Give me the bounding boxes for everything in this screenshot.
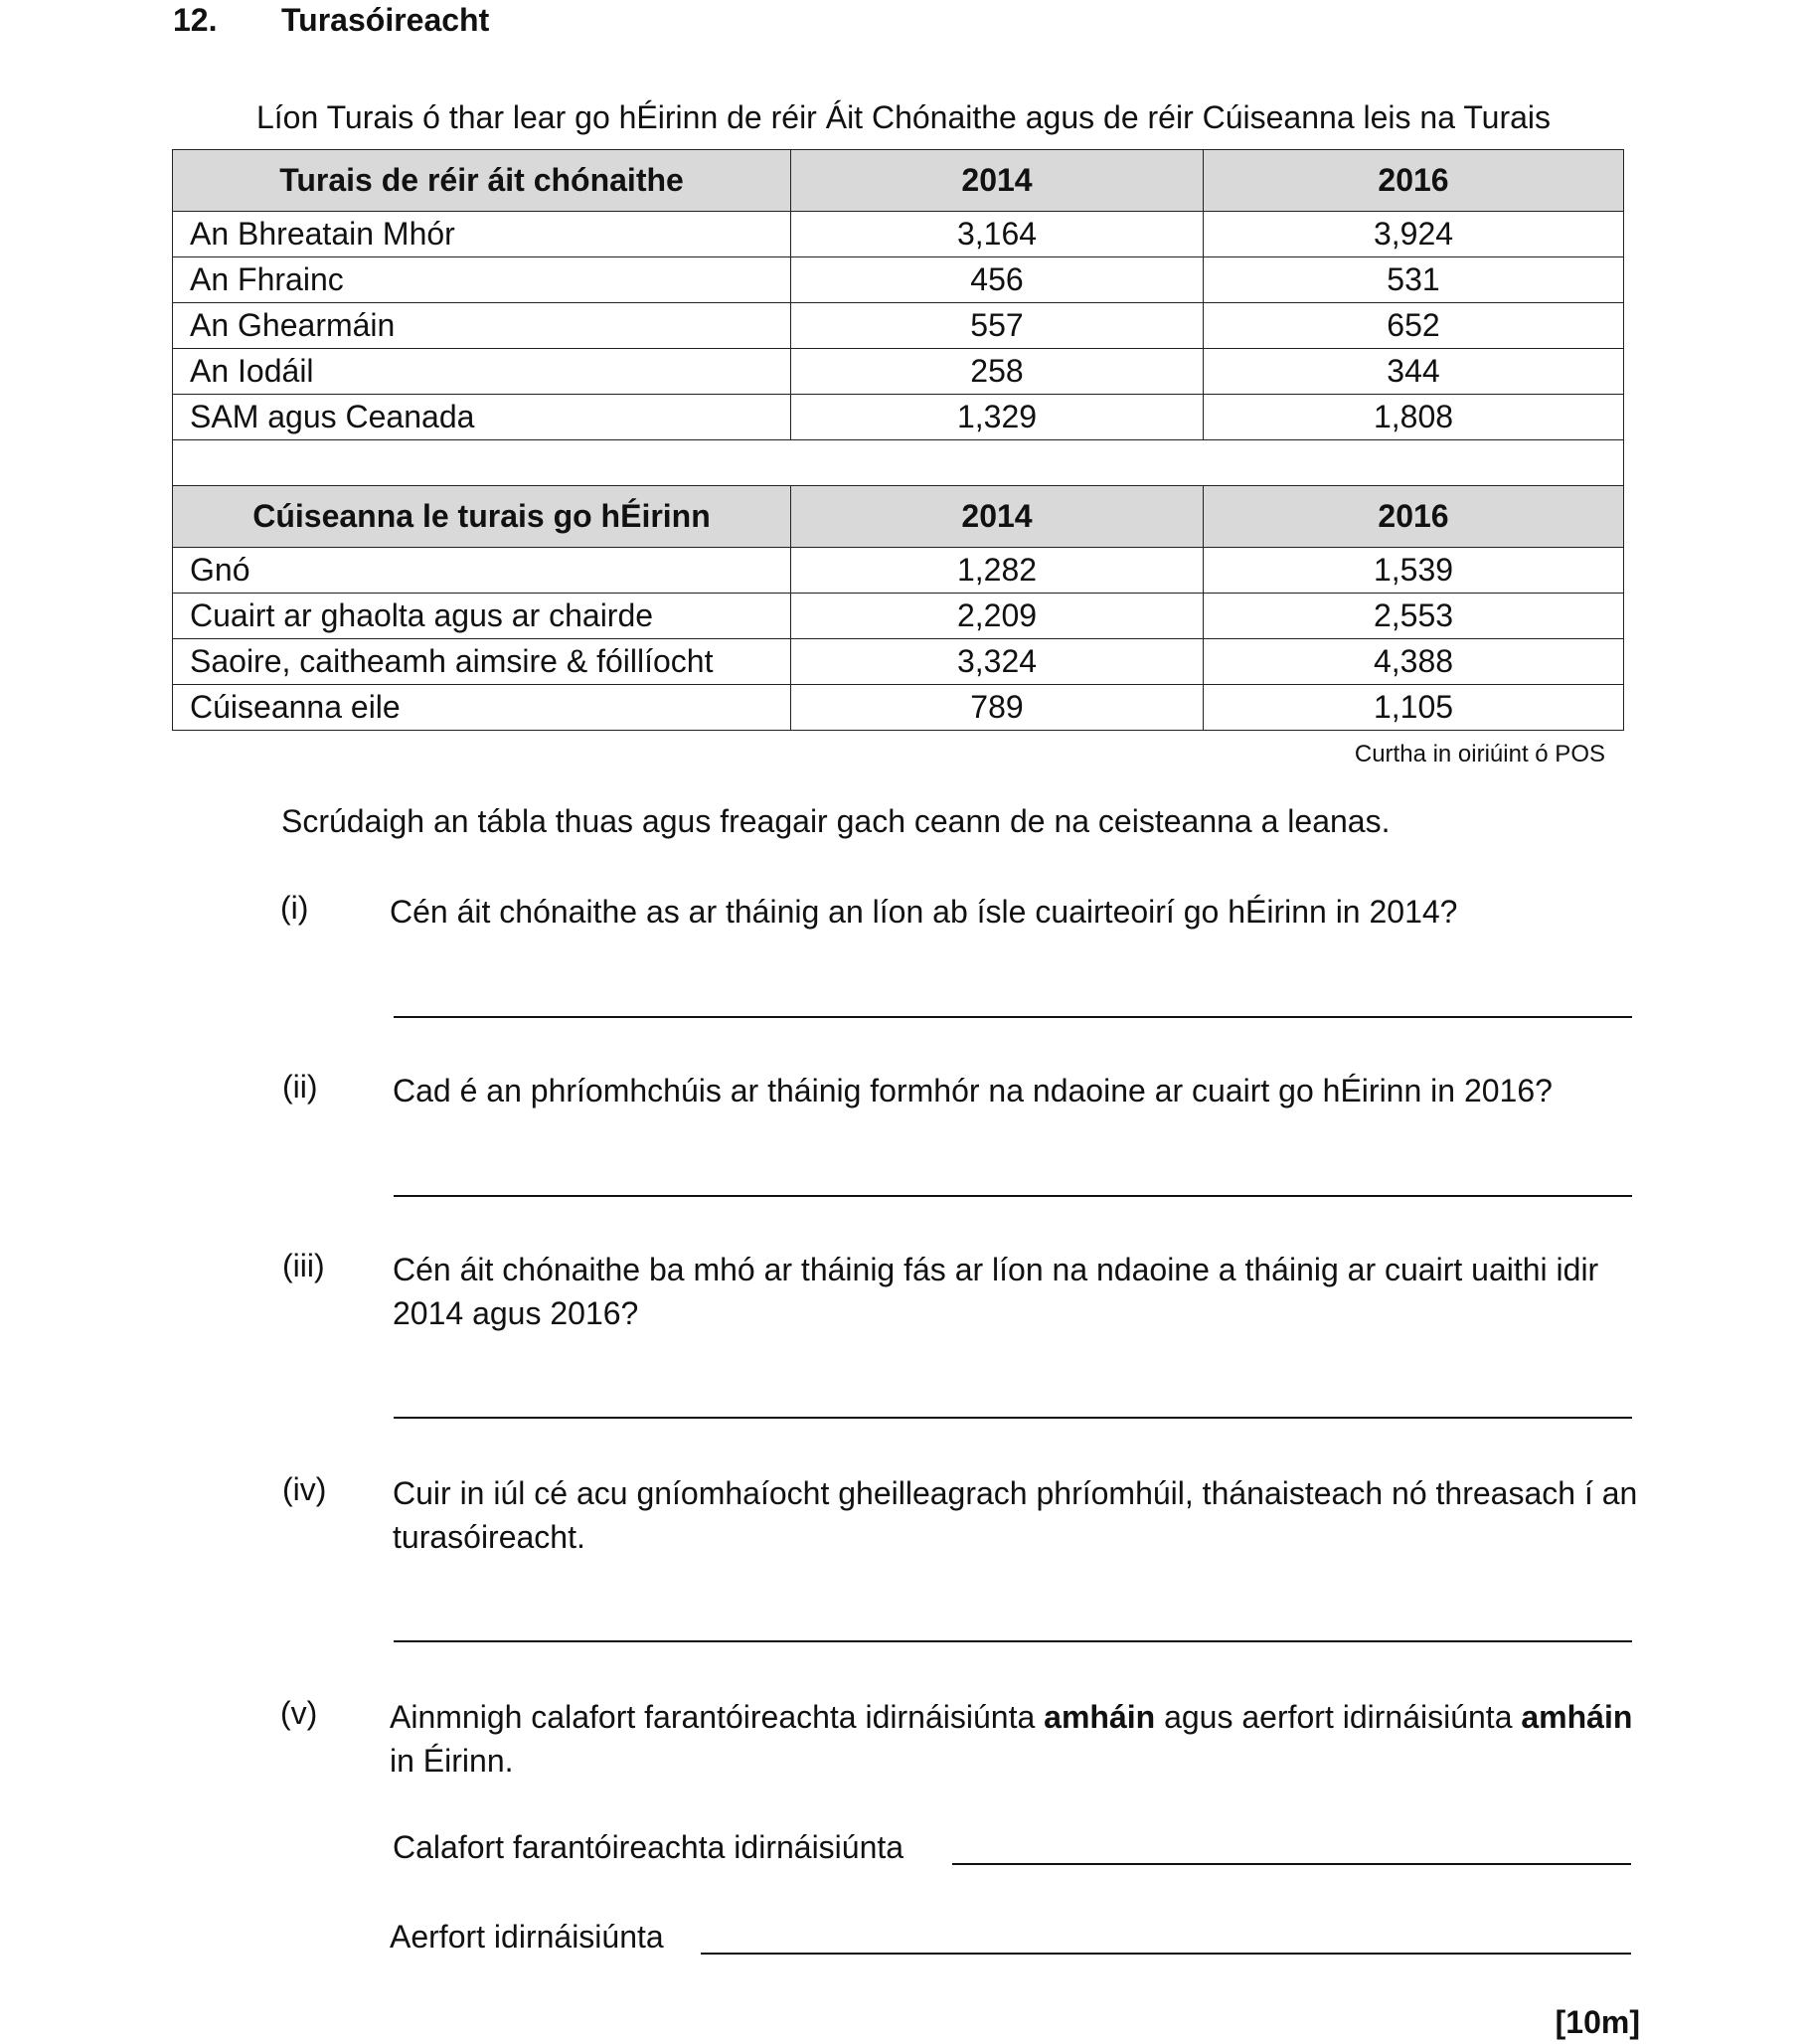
- value-2014: 2,209: [791, 594, 1204, 639]
- emphasis-one: amháin: [1044, 1699, 1156, 1735]
- part-text-iii: Cén áit chónaithe ba mhó ar tháinig fás ar líon na ndaoine a tháinig ar cuairt uaithi idir 2014 agus 2016?: [393, 1252, 1599, 1331]
- part-text-v: [390, 1695, 1652, 1783]
- reasons-header-row: [173, 486, 1624, 548]
- answer-line-iii[interactable]: [394, 1417, 1632, 1419]
- value-2016: 531: [1204, 257, 1624, 303]
- row-label: An Iodáil: [173, 349, 791, 395]
- row-label: Cúiseanna eile: [173, 685, 791, 731]
- row-label: Cuairt ar ghaolta agus ar chairde: [173, 594, 791, 639]
- value-2014: 789: [791, 685, 1204, 731]
- part-label-iii: (iii): [282, 1248, 325, 1283]
- part-text-v-a: Ainmnigh calafort farantóireachta idirnáisiúnta: [390, 1699, 1045, 1735]
- tourism-table: [172, 149, 1624, 731]
- answer-line-i[interactable]: [394, 1016, 1632, 1018]
- value-2016: 2,553: [1204, 594, 1624, 639]
- header-cell: 2014: [791, 150, 1204, 212]
- table-row: [173, 395, 1624, 440]
- value-2016: 1,808: [1204, 395, 1624, 440]
- table-row: [173, 303, 1624, 349]
- spacer-cell: [173, 440, 1624, 486]
- table-row: [173, 548, 1624, 594]
- table-source: Curtha in oiriúint ó POS: [1354, 741, 1605, 767]
- value-2014: 3,164: [791, 212, 1204, 257]
- row-label: Saoire, caitheamh aimsire & fóillíocht: [173, 639, 791, 685]
- instruction-text: Scrúdaigh an tábla thuas agus freagair gach ceann de na ceisteanna a leanas.: [281, 803, 1391, 839]
- part-text-i: Cén áit chónaithe as ar tháinig an líon ab ísle cuairteoirí go hÉirinn in 2014?: [390, 894, 1458, 930]
- part-label-i: (i): [280, 890, 309, 926]
- row-label: SAM agus Ceanada: [173, 395, 791, 440]
- header-cell: Cúiseanna le turais go hÉirinn: [173, 486, 791, 548]
- part-label-v: (v): [280, 1695, 318, 1731]
- value-2016: 344: [1204, 349, 1624, 395]
- value-2016: 652: [1204, 303, 1624, 349]
- value-2016: 4,388: [1204, 639, 1624, 685]
- value-2016: 1,105: [1204, 685, 1624, 731]
- header-cell: 2014: [791, 486, 1204, 548]
- answer-line-ii[interactable]: [394, 1195, 1632, 1197]
- part-label-ii: (ii): [282, 1069, 318, 1105]
- header-cell: 2016: [1204, 150, 1624, 212]
- residence-header-row: [173, 150, 1624, 212]
- table-caption: Líon Turais ó thar lear go hÉirinn de réir Áit Chónaithe agus de réir Cúiseanna leis na Turais: [255, 99, 1552, 135]
- value-2014: 1,329: [791, 395, 1204, 440]
- part-text-iv: Cuir in iúl cé acu gníomhaíocht gheilleagrach phríomhúil, thánaisteach nó threasach í an turasóireacht.: [393, 1475, 1638, 1555]
- table-row: [173, 639, 1624, 685]
- airport-answer-line[interactable]: [701, 1953, 1631, 1955]
- value-2014: 557: [791, 303, 1204, 349]
- question-title: Turasóireacht: [281, 2, 490, 38]
- table-row: [173, 349, 1624, 395]
- row-label: Gnó: [173, 548, 791, 594]
- part-label-iv: (iv): [282, 1471, 327, 1507]
- value-2014: 3,324: [791, 639, 1204, 685]
- emphasis-one: amháin: [1521, 1699, 1633, 1735]
- answer-line-iv[interactable]: [394, 1640, 1632, 1642]
- question-number: 12.: [173, 2, 218, 38]
- value-2016: 1,539: [1204, 548, 1624, 594]
- value-2014: 1,282: [791, 548, 1204, 594]
- part-text-v-b: agus aerfort idirnáisiúnta: [1155, 1699, 1522, 1735]
- row-label: An Ghearmáin: [173, 303, 791, 349]
- part-text-ii: Cad é an phríomhchúis ar tháinig formhór na ndaoine ar cuairt go hÉirinn in 2016?: [393, 1073, 1553, 1108]
- ferry-port-label: Calafort farantóireachta idirnáisiúnta: [393, 1829, 904, 1865]
- part-text-v-c: in Éirinn.: [390, 1743, 514, 1779]
- value-2014: 456: [791, 257, 1204, 303]
- airport-label: Aerfort idirnáisiúnta: [390, 1919, 664, 1955]
- row-label: An Bhreatain Mhór: [173, 212, 791, 257]
- spacer-row: [173, 440, 1624, 486]
- value-2014: 258: [791, 349, 1204, 395]
- header-cell: 2016: [1204, 486, 1624, 548]
- ferry-port-answer-line[interactable]: [952, 1863, 1631, 1865]
- value-2016: 3,924: [1204, 212, 1624, 257]
- header-cell: Turais de réir áit chónaithe: [173, 150, 791, 212]
- marks-label: [10m]: [1555, 2004, 1640, 2040]
- table-row: [173, 212, 1624, 257]
- table-row: [173, 257, 1624, 303]
- table-row: [173, 594, 1624, 639]
- row-label: An Fhrainc: [173, 257, 791, 303]
- table-row: [173, 685, 1624, 731]
